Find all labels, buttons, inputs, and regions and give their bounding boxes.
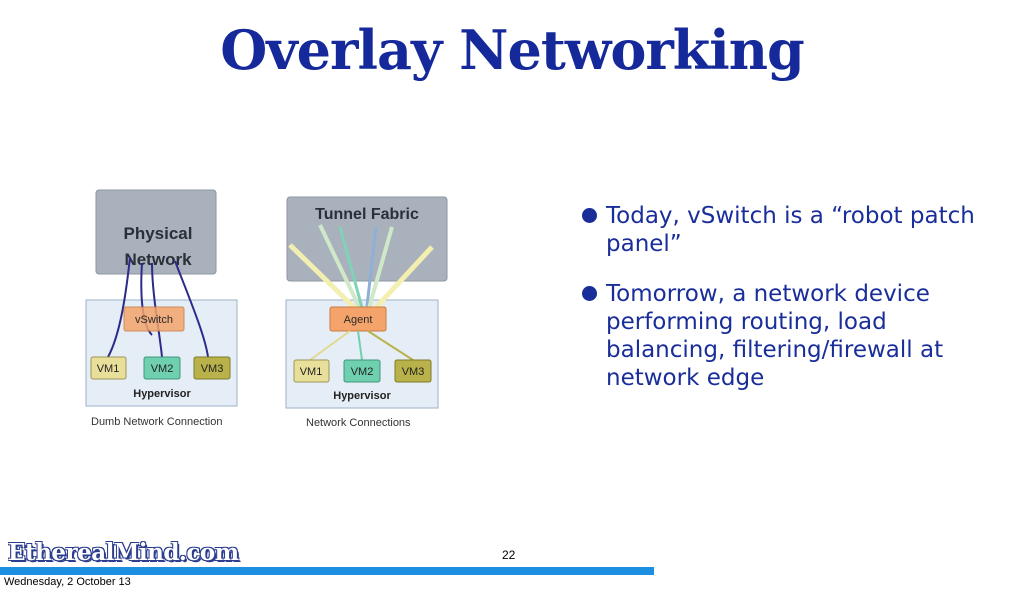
brand-logo: EtherealMind.com (8, 539, 239, 566)
physical-network-label-2: Network (124, 250, 192, 269)
footer-bar (0, 567, 654, 575)
bullet-text: Tomorrow, a network device performing routing, load balancing, filtering/firewall at network edge (606, 281, 944, 391)
vm3-label-right: VM3 (401, 366, 425, 378)
overlay-diagram (80, 185, 460, 435)
bullet-text: Today, vSwitch is a “robot patch panel” (606, 203, 975, 257)
bullet-item (582, 202, 1002, 258)
vm1-label-left: VM1 (96, 363, 120, 375)
hypervisor-label-right: Hypervisor (333, 390, 391, 402)
caption-left: Dumb Network Connection (91, 416, 223, 428)
page-number: 22 (502, 548, 516, 562)
vm1-label-right: VM1 (299, 366, 323, 378)
bullet-dot-icon (582, 286, 597, 301)
vswitch-label: vSwitch (135, 314, 173, 326)
footer-date: Wednesday, 2 October 13 (4, 576, 131, 588)
bullet-item (582, 280, 1002, 392)
bullet-list (582, 202, 1002, 414)
vm2-label-left: VM2 (150, 363, 174, 375)
slide-title: Overlay Networking (220, 18, 804, 82)
hypervisor-label-left: Hypervisor (133, 388, 191, 400)
vm2-label-right: VM2 (350, 366, 374, 378)
agent-label: Agent (343, 314, 373, 326)
bullet-dot-icon (582, 208, 597, 223)
tunnel-fabric-label: Tunnel Fabric (315, 206, 419, 223)
vm3-label-left: VM3 (200, 363, 224, 375)
physical-network-label-1: Physical (123, 224, 193, 243)
caption-right: Network Connections (306, 417, 411, 429)
